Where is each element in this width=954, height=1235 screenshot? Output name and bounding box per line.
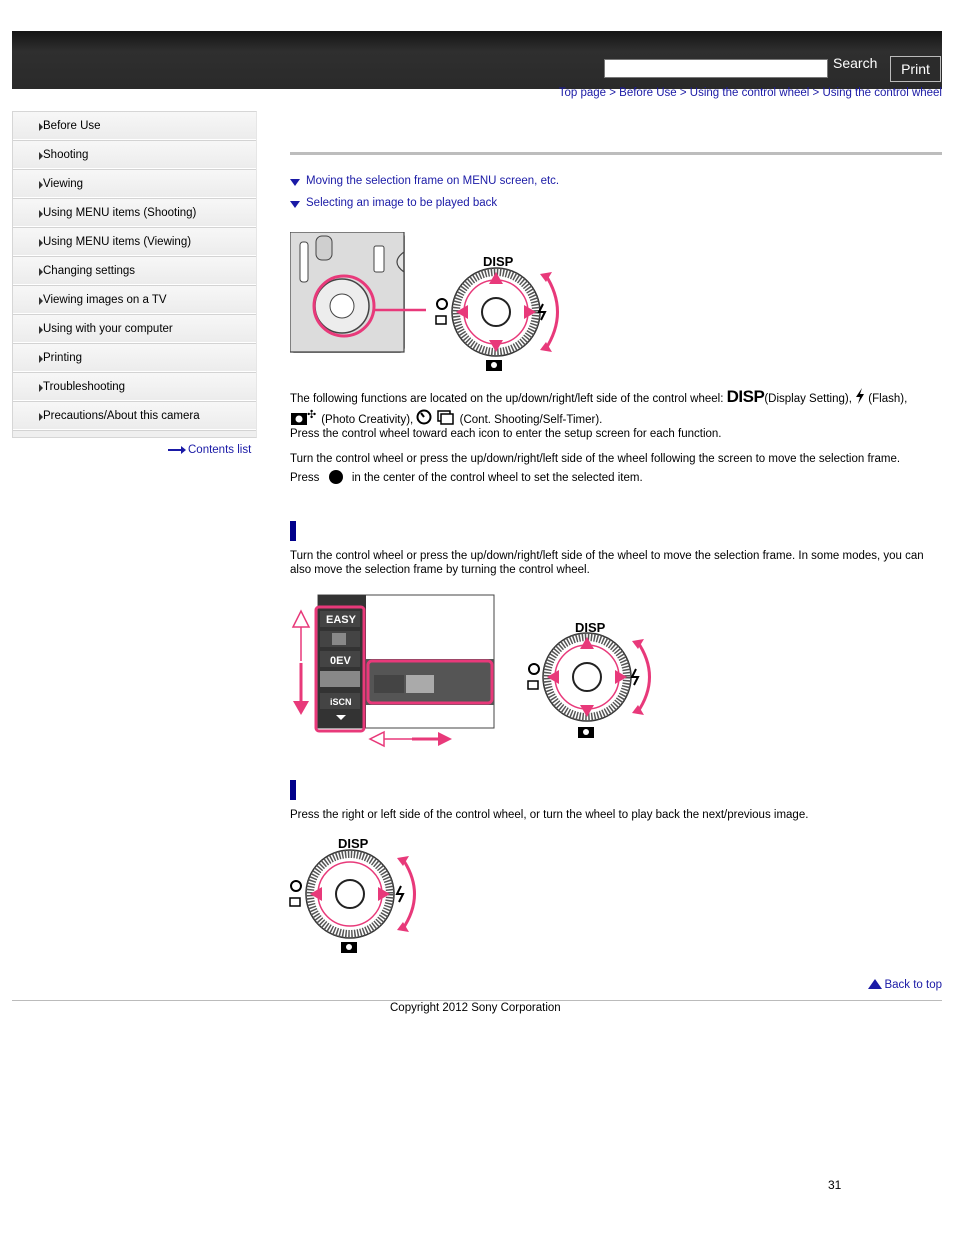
arrow-up-icon <box>868 979 882 989</box>
disp-label: DISP <box>483 254 514 269</box>
sidebar-nav <box>12 111 257 438</box>
self-timer-icon <box>529 664 539 674</box>
intro-functions-line-2: ✣ (Photo Creativity), (Cont. Shooting/Self-Timer). <box>290 408 602 427</box>
intro-turn-wheel: Turn the control wheel or press the up/down/right/left side of the wheel following the screen to move the selection frame. <box>290 453 901 465</box>
svg-text:DISP: DISP <box>338 836 369 851</box>
section2-text: Press the right or left side of the control wheel, or turn the wheel to play back the next/previous image. <box>290 809 809 821</box>
sidebar-item-changing-settings[interactable]: Changing settings <box>13 257 256 285</box>
flash-icon <box>855 393 868 405</box>
sidebar-item-viewing-tv[interactable]: Viewing images on a TV <box>13 286 256 314</box>
playback-wheel-illustration <box>286 834 426 960</box>
contents-list-link[interactable]: Contents list <box>168 444 251 456</box>
section-marker-playback <box>290 780 296 800</box>
svg-text:DISP: DISP <box>575 620 606 635</box>
sidebar-item-viewing[interactable]: Viewing <box>13 170 256 198</box>
photo-creativity-icon <box>290 408 321 426</box>
cont-shooting-icon <box>436 316 446 324</box>
toc-link-playback[interactable]: Selecting an image to be played back <box>290 197 497 209</box>
breadcrumb-control-wheel-parent[interactable]: Using the control wheel <box>689 87 810 99</box>
disp-icon: DISP <box>726 387 765 406</box>
self-timer-cont-icon <box>416 414 459 426</box>
svg-text:✣: ✣ <box>307 408 317 421</box>
self-timer-icon <box>437 299 447 309</box>
back-to-top-link[interactable]: Back to top <box>868 979 942 991</box>
menu-screen-illustration <box>290 593 670 753</box>
center-button-icon <box>329 470 343 484</box>
arrow-right-icon <box>168 449 184 451</box>
camera-control-wheel-illustration <box>290 232 570 374</box>
toc-link-menu-screen[interactable]: Moving the selection frame on MENU screen, etc. <box>290 175 559 187</box>
sidebar-item-menu-viewing[interactable]: Using MENU items (Viewing) <box>13 228 256 256</box>
page-number: 31 <box>828 1178 842 1192</box>
section-marker-menu <box>290 521 296 541</box>
svg-text:iSCN: iSCN <box>330 697 352 707</box>
section1-text: Turn the control wheel or press the up/down/right/left side of the wheel to move the selection frame. In some modes, you can also move the selection frame by turning the control wheel. <box>290 550 924 576</box>
sidebar-item-precautions[interactable]: Precautions/About this camera <box>13 402 256 430</box>
breadcrumb-control-wheel-current[interactable]: Using the control wheel <box>822 87 942 99</box>
sidebar-item-troubleshooting[interactable]: Troubleshooting <box>13 373 256 401</box>
title-divider <box>290 152 942 155</box>
intro-functions-line: The following functions are located on the up/down/right/left side of the control wheel: DISP(Display Setting), (Flash), <box>290 387 908 406</box>
flash-icon <box>397 886 403 902</box>
sidebar-item-computer[interactable]: Using with your computer <box>13 315 256 343</box>
sidebar-item-before-use[interactable]: Before Use <box>13 112 256 140</box>
arrow-down-icon <box>290 201 300 208</box>
footer-divider <box>12 1000 942 1001</box>
search-button[interactable]: Search <box>833 55 878 71</box>
sidebar-item-shooting[interactable]: Shooting <box>13 141 256 169</box>
print-button[interactable]: Print <box>890 56 941 82</box>
flash-icon <box>632 669 638 685</box>
breadcrumb-top-page[interactable]: Top page <box>558 87 607 99</box>
breadcrumb: Top page > Before Use > Using the control wheel > Using the control wheel <box>558 87 942 99</box>
intro-press-center: Press in the center of the control wheel to set the selected item. <box>290 472 643 484</box>
self-timer-icon <box>291 881 301 891</box>
copyright: Copyright 2012 Sony Corporation <box>390 1002 561 1014</box>
intro-press-toward: Press the control wheel toward each icon to enter the setup screen for each function. <box>290 428 722 440</box>
svg-text:0EV: 0EV <box>330 655 351 667</box>
breadcrumb-before-use[interactable]: Before Use <box>619 87 677 99</box>
cont-shooting-icon <box>528 681 538 689</box>
sidebar-item-printing[interactable]: Printing <box>13 344 256 372</box>
svg-text:EASY: EASY <box>326 614 356 626</box>
sidebar-item-menu-shooting[interactable]: Using MENU items (Shooting) <box>13 199 256 227</box>
arrow-down-icon <box>290 179 300 186</box>
search-input[interactable] <box>604 59 828 78</box>
cont-shooting-icon <box>290 898 300 906</box>
